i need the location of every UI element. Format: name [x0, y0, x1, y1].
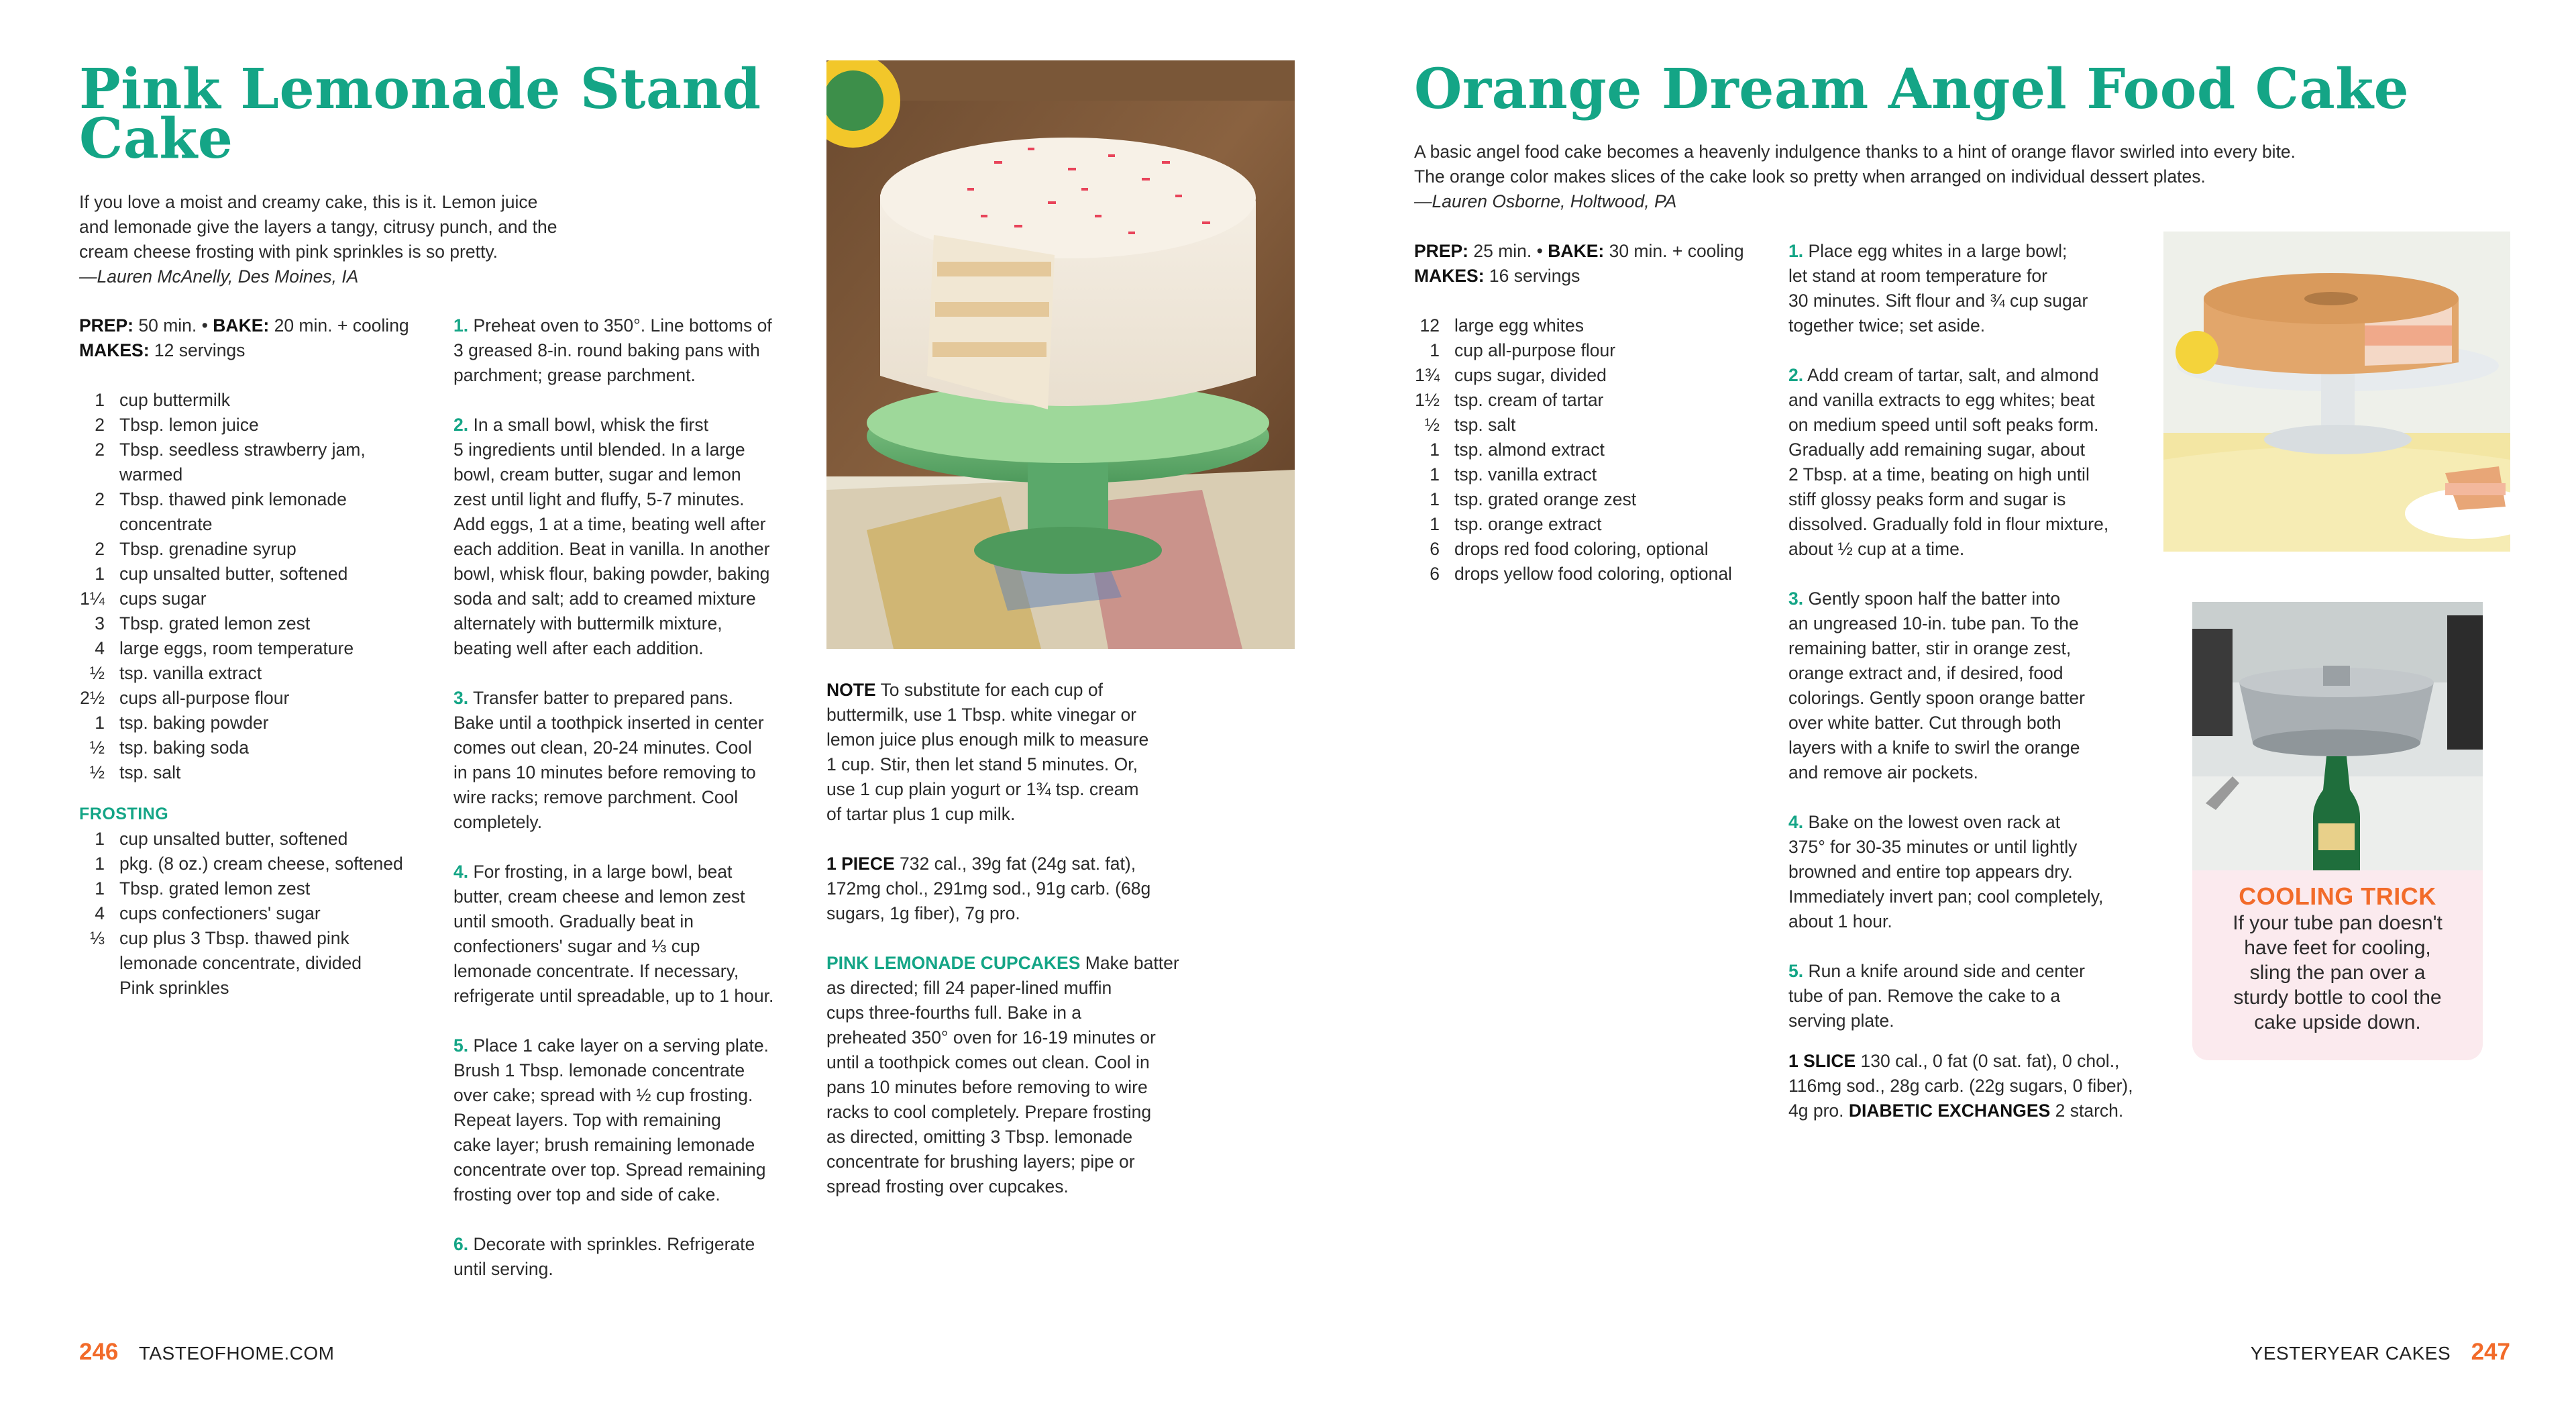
ingredient-row — [67, 661, 443, 686]
step-line: For frosting, in a large bowl, beat — [468, 862, 733, 882]
step-line: Place 1 cake layer on a serving plate. — [468, 1035, 769, 1056]
step-line: refrigerate until spreadable, up to 1 hour. — [453, 986, 774, 1006]
nutrition-line: 4g pro. — [1788, 1101, 1849, 1121]
ingredient-row — [1402, 512, 1778, 537]
ingredient-row — [67, 852, 443, 876]
ingredient-list — [67, 388, 443, 785]
step-line: over cake; spread with ½ cup frosting. — [453, 1085, 753, 1105]
ingredient-row — [1402, 388, 1778, 413]
ingredient-text: Tbsp. grated lemon zest — [119, 878, 311, 899]
ingredient-quantity: 1¾ — [1415, 365, 1440, 385]
intro-line: The orange color makes slices of the cake look so pretty when arranged on individual dessert plates. — [1414, 166, 2206, 187]
ingredient-row — [67, 760, 443, 785]
callout-line: sturdy bottle to cool the — [2233, 986, 2442, 1009]
ingredient-row — [67, 487, 443, 512]
ingredient-row — [67, 876, 443, 901]
ingredient-quantity: 6 — [1430, 539, 1440, 559]
cooling-trick-callout — [2192, 870, 2483, 1060]
step-line: wire racks; remove parchment. Cool — [453, 787, 739, 807]
ingredient-row — [1402, 462, 1778, 487]
ingredient-quantity: 2½ — [80, 688, 105, 708]
callout-line: sling the pan over a — [2249, 962, 2426, 984]
step-line: colorings. Gently spoon orange batter — [1788, 688, 2085, 708]
step-line: on medium speed until soft peaks form. — [1788, 415, 2099, 435]
ingredient-text: large egg whites — [1454, 315, 1584, 336]
right-footer — [2251, 1339, 2510, 1366]
step-line: Gradually add remaining sugar, about — [1788, 440, 2085, 460]
bake-value: 30 min. + cooling — [1609, 241, 1744, 261]
nutrition-line: 172mg chol., 291mg sod., 91g carb. (68g — [826, 878, 1151, 899]
ingredient-row — [67, 636, 443, 661]
ingredient-row — [1402, 363, 1778, 388]
cupcakes-line: concentrate for brushing layers; pipe or — [826, 1152, 1135, 1172]
makes-value: 16 servings — [1489, 266, 1580, 286]
ingredient-quantity: 6 — [1430, 564, 1440, 584]
ingredient-text: tsp. almond extract — [1454, 440, 1605, 460]
makes-value: 12 servings — [154, 340, 246, 360]
step-line: 3 greased 8-in. round baking pans with — [453, 340, 760, 360]
direction-step — [1788, 363, 2151, 562]
step-line: Add eggs, 1 at a time, beating well after — [453, 514, 766, 534]
step-line: parchment; grease parchment. — [453, 365, 696, 385]
nutrition-paragraph — [826, 852, 1202, 926]
recipe-meta: PREP: 25 min. • BAKE: 30 min. + cooling MAKES: 16 servings — [1414, 241, 1744, 286]
note-label: NOTE — [826, 680, 876, 700]
step-number: 4. — [453, 862, 469, 882]
cupcakes-line: as directed; fill 24 paper-lined muffin — [826, 978, 1112, 998]
cupcakes-line: pans 10 minutes before removing to wire — [826, 1077, 1148, 1097]
step-line: layers with a knife to swirl the orange — [1788, 737, 2080, 758]
step-number: 6. — [453, 1234, 469, 1254]
intro-line: A basic angel food cake becomes a heavenly indulgence thanks to a hint of orange flavor swirled into every bite. — [1414, 142, 2296, 162]
ingredient-text: lemonade concentrate, divided — [119, 953, 362, 973]
ingredient-text: cups sugar, divided — [1454, 365, 1607, 385]
ingredient-text: cups confectioners' sugar — [119, 903, 321, 923]
note-paragraph — [826, 678, 1202, 827]
cupcakes-line: as directed, omitting 3 Tbsp. lemonade — [826, 1127, 1133, 1147]
prep-value: 50 min. — [138, 315, 197, 336]
step-line: comes out clean, 20-24 minutes. Cool — [453, 737, 752, 758]
ingredient-text: drops red food coloring, optional — [1454, 539, 1709, 559]
nutrition-label: 1 SLICE — [1788, 1051, 1856, 1071]
note-line: buttermilk, use 1 Tbsp. white vinegar or — [826, 705, 1137, 725]
step-line: an ungreased 10-in. tube pan. To the — [1788, 613, 2079, 633]
ingredient-text: tsp. vanilla extract — [119, 663, 262, 683]
ingredient-quantity: 1 — [1430, 489, 1440, 509]
direction-step — [1788, 239, 2151, 338]
recipe-author: —Lauren Osborne, Holtwood, PA — [1414, 191, 1677, 211]
step-line: concentrate over top. Spread remaining — [453, 1160, 766, 1180]
ingredient-row — [67, 537, 443, 562]
cupcakes-line: cups three-fourths full. Bake in a — [826, 1003, 1082, 1023]
ingredient-row — [67, 462, 443, 487]
pink-lemonade-cake-photo — [826, 60, 1295, 649]
nutrition-line: 116mg sod., 28g carb. (22g sugars, 0 fiber), — [1788, 1076, 2133, 1096]
nutrition-label: 1 PIECE — [826, 854, 895, 874]
step-line: frosting over top and side of cake. — [453, 1184, 720, 1205]
bake-label: BAKE: — [213, 315, 270, 336]
diabetic-exchanges-label: DIABETIC EXCHANGES — [1848, 1101, 2051, 1121]
step-line: Bake on the lowest oven rack at — [1803, 812, 2061, 832]
ingredient-quantity: 2 — [95, 489, 105, 509]
ingredient-quantity: 1 — [1430, 464, 1440, 484]
step-number: 1. — [1788, 241, 1804, 261]
ingredient-quantity: 1 — [95, 390, 105, 410]
ingredient-text: cup all-purpose flour — [1454, 340, 1616, 360]
callout-line: have feet for cooling, — [2244, 937, 2431, 959]
ingredient-quantity: 2 — [95, 415, 105, 435]
ingredient-list — [1402, 313, 1778, 586]
ingredient-row — [67, 611, 443, 636]
step-line: and vanilla extracts to egg whites; beat — [1788, 390, 2095, 410]
cupcakes-line: preheated 350° oven for 16-19 minutes or — [826, 1027, 1156, 1048]
nutrition-line: sugars, 1g fiber), 7g pro. — [826, 903, 1020, 923]
step-line: over white batter. Cut through both — [1788, 713, 2061, 733]
nutrition-line: 130 cal., 0 fat (0 sat. fat), 0 chol., — [1856, 1051, 2120, 1071]
step-line: let stand at room temperature for — [1788, 266, 2047, 286]
cupcakes-line: until a toothpick comes out clean. Cool in — [826, 1052, 1150, 1072]
cake-illustration — [826, 60, 1295, 649]
note-line: To substitute for each cup of — [875, 680, 1103, 700]
ingredient-text: Tbsp. seedless strawberry jam, — [119, 440, 366, 460]
ingredient-text: Tbsp. thawed pink lemonade — [119, 489, 347, 509]
ingredient-quantity: 4 — [95, 903, 105, 923]
step-line: about 1 hour. — [1788, 911, 1892, 931]
ingredient-quantity: 1 — [95, 829, 105, 849]
direction-step — [1788, 959, 2151, 1033]
ingredient-quantity — [67, 512, 119, 537]
cupcakes-line: spread frosting over cupcakes. — [826, 1176, 1069, 1196]
bottle-cooling-illustration — [2192, 602, 2483, 870]
directions — [453, 313, 816, 1307]
step-line: confectioners' sugar and ⅓ cup — [453, 936, 700, 956]
step-line: beating well after each addition. — [453, 638, 704, 658]
step-line: bowl, whisk flour, baking powder, baking — [453, 564, 770, 584]
nutrition-text — [1788, 1049, 2164, 1123]
cupcakes-label: PINK LEMONADE CUPCAKES — [826, 953, 1081, 973]
ingredient-row — [1402, 562, 1778, 586]
step-line: Place egg whites in a large bowl; — [1803, 241, 2068, 261]
ingredient-quantity: ½ — [89, 663, 105, 683]
ingredient-text: tsp. baking powder — [119, 713, 269, 733]
step-line: Decorate with sprinkles. Refrigerate — [468, 1234, 755, 1254]
step-line: zest until light and fluffy, 5-7 minutes. — [453, 489, 745, 509]
ingredient-quantity: 1 — [95, 878, 105, 899]
step-line: soda and salt; add to creamed mixture — [453, 589, 756, 609]
ingredient-text: cup buttermilk — [119, 390, 230, 410]
ingredient-row — [67, 388, 443, 413]
step-line: serving plate. — [1788, 1011, 1894, 1031]
ingredient-text: cups sugar — [119, 589, 207, 609]
step-number: 1. — [453, 315, 469, 336]
recipe-title-pink-lemonade — [79, 57, 784, 171]
ingredient-quantity: 1 — [1430, 440, 1440, 460]
ingredient-text: tsp. baking soda — [119, 737, 249, 758]
ingredient-quantity: 3 — [95, 613, 105, 633]
step-line: dissolved. Gradually fold in flour mixture, — [1788, 514, 2109, 534]
ingredient-row — [67, 735, 443, 760]
step-number: 3. — [1788, 589, 1804, 609]
ingredient-text: cups all-purpose flour — [119, 688, 290, 708]
prep-label: PREP: — [79, 315, 133, 336]
step-line: Preheat oven to 350°. Line bottoms of — [468, 315, 772, 336]
ingredient-text: cup unsalted butter, softened — [119, 829, 348, 849]
step-line: butter, cream cheese and lemon zest — [453, 886, 745, 907]
ingredient-quantity: ½ — [89, 762, 105, 782]
frosting-heading: FROSTING — [79, 805, 169, 823]
ingredient-row — [67, 901, 443, 926]
step-line: Immediately invert pan; cool completely, — [1788, 886, 2104, 907]
page-number: 246 — [79, 1339, 119, 1365]
frosting-ingredient-list — [67, 827, 443, 1001]
cupcakes-line: Make batter — [1080, 953, 1179, 973]
ingredient-quantity: 12 — [1419, 315, 1440, 336]
ingredient-text: concentrate — [119, 514, 213, 534]
ingredient-text: pkg. (8 oz.) cream cheese, softened — [119, 854, 403, 874]
step-line: alternately with buttermilk mixture, — [453, 613, 722, 633]
intro-line: If you love a moist and creamy cake, this is it. Lemon juice — [79, 192, 538, 212]
step-line: Gently spoon half the batter into — [1803, 589, 2061, 609]
ingredient-quantity — [67, 951, 119, 976]
ingredient-quantity — [67, 976, 119, 1001]
step-line: about ½ cup at a time. — [1788, 539, 1965, 559]
ingredient-row — [67, 413, 443, 438]
recipe-intro — [79, 190, 750, 289]
makes-label: MAKES: — [1414, 266, 1485, 286]
callout-line: If your tube pan doesn't — [2233, 912, 2443, 934]
ingredient-text: drops yellow food coloring, optional — [1454, 564, 1732, 584]
ingredient-row — [1402, 338, 1778, 363]
step-line: in pans 10 minutes before removing to — [453, 762, 756, 782]
step-number: 4. — [1788, 812, 1804, 832]
bake-value: 20 min. + cooling — [274, 315, 409, 336]
ingredient-row — [67, 951, 443, 976]
ingredient-text: Tbsp. grenadine syrup — [119, 539, 297, 559]
ingredient-text: Tbsp. grated lemon zest — [119, 613, 311, 633]
ingredient-text: tsp. orange extract — [1454, 514, 1602, 534]
ingredient-row — [67, 827, 443, 852]
nutrition-paragraph — [1788, 1049, 2164, 1148]
intro-line: and lemonade give the layers a tangy, citrusy punch, and the — [79, 217, 557, 237]
note-line: of tartar plus 1 cup milk. — [826, 804, 1016, 824]
recipe-notes — [826, 678, 1202, 1224]
prep-value: 25 min. — [1473, 241, 1532, 261]
direction-step — [1788, 810, 2151, 934]
ingredient-quantity: 4 — [95, 638, 105, 658]
ingredient-text: tsp. cream of tartar — [1454, 390, 1604, 410]
direction-step — [453, 860, 816, 1009]
note-line: lemon juice plus enough milk to measure — [826, 729, 1149, 750]
ingredient-quantity: 1 — [95, 713, 105, 733]
note-line: use 1 cup plain yogurt or 1¾ tsp. cream — [826, 779, 1139, 799]
page-number: 247 — [2471, 1339, 2510, 1365]
step-line: Transfer batter to prepared pans. — [468, 688, 733, 708]
step-line: cake layer; brush remaining lemonade — [453, 1135, 755, 1155]
section-name: YESTERYEAR CAKES — [2250, 1343, 2451, 1364]
ingredient-row — [1402, 413, 1778, 438]
direction-step — [453, 1232, 816, 1282]
cooling-trick-photo — [2192, 602, 2483, 870]
ingredient-text: cup unsalted butter, softened — [119, 564, 348, 584]
step-line: tube of pan. Remove the cake to a — [1788, 986, 2061, 1006]
callout-title: COOLING TRICK — [2239, 882, 2436, 910]
step-line: lemonade concentrate. If necessary, — [453, 961, 739, 981]
title-line: Cake — [79, 107, 233, 171]
ingredient-text: tsp. salt — [1454, 415, 1516, 435]
step-number: 2. — [1788, 365, 1804, 385]
step-line: until serving. — [453, 1259, 553, 1279]
step-line: In a small bowl, whisk the first — [468, 415, 708, 435]
direction-step — [453, 313, 816, 388]
step-line: orange extract and, if desired, food — [1788, 663, 2063, 683]
step-line: completely. — [453, 812, 543, 832]
direction-step — [453, 686, 816, 835]
step-number: 5. — [453, 1035, 469, 1056]
step-line: 2 Tbsp. at a time, beating on high until — [1788, 464, 2090, 484]
ingredient-row — [67, 926, 443, 951]
ingredient-quantity: 1½ — [1415, 390, 1440, 410]
title-line: Pink Lemonade Stand — [79, 57, 761, 121]
step-line: and remove air pockets. — [1788, 762, 1978, 782]
step-line: Run a knife around side and center — [1803, 961, 2085, 981]
ingredient-text: tsp. grated orange zest — [1454, 489, 1637, 509]
ingredient-row — [67, 562, 443, 586]
step-line: together twice; set aside. — [1788, 315, 1986, 336]
prep-label: PREP: — [1414, 241, 1468, 261]
step-line: each addition. Beat in vanilla. In another — [453, 539, 770, 559]
ingredient-quantity: 1 — [1430, 340, 1440, 360]
note-line: 1 cup. Stir, then let stand 5 minutes. Or, — [826, 754, 1138, 774]
step-line: bowl, cream butter, sugar and lemon — [453, 464, 741, 484]
direction-step — [453, 413, 816, 661]
angel-food-cake-photo — [2163, 232, 2510, 552]
ingredient-quantity: ½ — [1424, 415, 1440, 435]
ingredient-row — [1402, 313, 1778, 338]
direction-step — [453, 1033, 816, 1207]
ingredient-row — [1402, 487, 1778, 512]
ingredient-text: tsp. salt — [119, 762, 181, 782]
ingredient-text: cup plus 3 Tbsp. thawed pink — [119, 928, 350, 948]
cupcakes-line: racks to cool completely. Prepare frosting — [826, 1102, 1152, 1122]
ingredient-text: large eggs, room temperature — [119, 638, 354, 658]
step-line: Brush 1 Tbsp. lemonade concentrate — [453, 1060, 745, 1080]
angel-cake-illustration — [2163, 232, 2510, 552]
recipe-title-orange-dream: Orange Dream Angel Food Cake — [1414, 57, 2410, 121]
left-footer — [79, 1339, 335, 1366]
ingredient-row — [1402, 537, 1778, 562]
ingredient-text: tsp. vanilla extract — [1454, 464, 1597, 484]
step-line: Add cream of tartar, salt, and almond — [1803, 365, 2099, 385]
recipe-author: —Lauren McAnelly, Des Moines, IA — [79, 266, 359, 287]
ingredient-quantity — [67, 462, 119, 487]
step-line: 375° for 30-35 minutes or until lightly — [1788, 837, 2078, 857]
ingredient-quantity: 1 — [95, 564, 105, 584]
step-line: 5 ingredients until blended. In a large — [453, 440, 745, 460]
ingredient-row — [67, 586, 443, 611]
ingredient-quantity: 2 — [95, 539, 105, 559]
step-number: 5. — [1788, 961, 1804, 981]
step-line: until smooth. Gradually beat in — [453, 911, 694, 931]
ingredient-row — [67, 438, 443, 462]
makes-label: MAKES: — [79, 340, 150, 360]
ingredient-quantity: ⅓ — [89, 928, 105, 948]
bake-label: BAKE: — [1548, 241, 1605, 261]
ingredient-text: Tbsp. lemon juice — [119, 415, 259, 435]
cupcakes-paragraph — [826, 951, 1202, 1199]
site-name: TASTEOFHOME.COM — [138, 1343, 335, 1364]
ingredient-quantity: 2 — [95, 440, 105, 460]
step-line: Bake until a toothpick inserted in center — [453, 713, 764, 733]
callout-line: cake upside down. — [2254, 1011, 2421, 1033]
ingredient-row — [1402, 438, 1778, 462]
recipe-meta: PREP: 50 min. • BAKE: 20 min. + cooling MAKES: 12 servings — [79, 315, 409, 360]
ingredient-quantity: 1 — [1430, 514, 1440, 534]
directions — [1788, 239, 2151, 1058]
ingredient-text: Pink sprinkles — [119, 978, 229, 998]
recipe-intro — [1414, 140, 2555, 214]
step-line: browned and entire top appears dry. — [1788, 862, 2073, 882]
step-line: 30 minutes. Sift flour and ¾ cup sugar — [1788, 291, 2088, 311]
ingredient-row — [67, 711, 443, 735]
step-number: 2. — [453, 415, 469, 435]
ingredient-row — [67, 976, 443, 1001]
step-line: remaining batter, stir in orange zest, — [1788, 638, 2072, 658]
ingredient-quantity: 1 — [95, 854, 105, 874]
step-line: stiff glossy peaks form and sugar is — [1788, 489, 2066, 509]
nutrition-line: 732 cal., 39g fat (24g sat. fat), — [894, 854, 1136, 874]
ingredient-quantity: 1¼ — [80, 589, 105, 609]
intro-line: cream cheese frosting with pink sprinkles is so pretty. — [79, 242, 498, 262]
step-line: Repeat layers. Top with remaining — [453, 1110, 721, 1130]
direction-step — [1788, 586, 2151, 785]
ingredient-row — [67, 686, 443, 711]
ingredient-row — [67, 512, 443, 537]
step-number: 3. — [453, 688, 469, 708]
diabetic-exchanges-value: 2 starch. — [2050, 1101, 2124, 1121]
ingredient-text: warmed — [119, 464, 183, 484]
ingredient-quantity: ½ — [89, 737, 105, 758]
